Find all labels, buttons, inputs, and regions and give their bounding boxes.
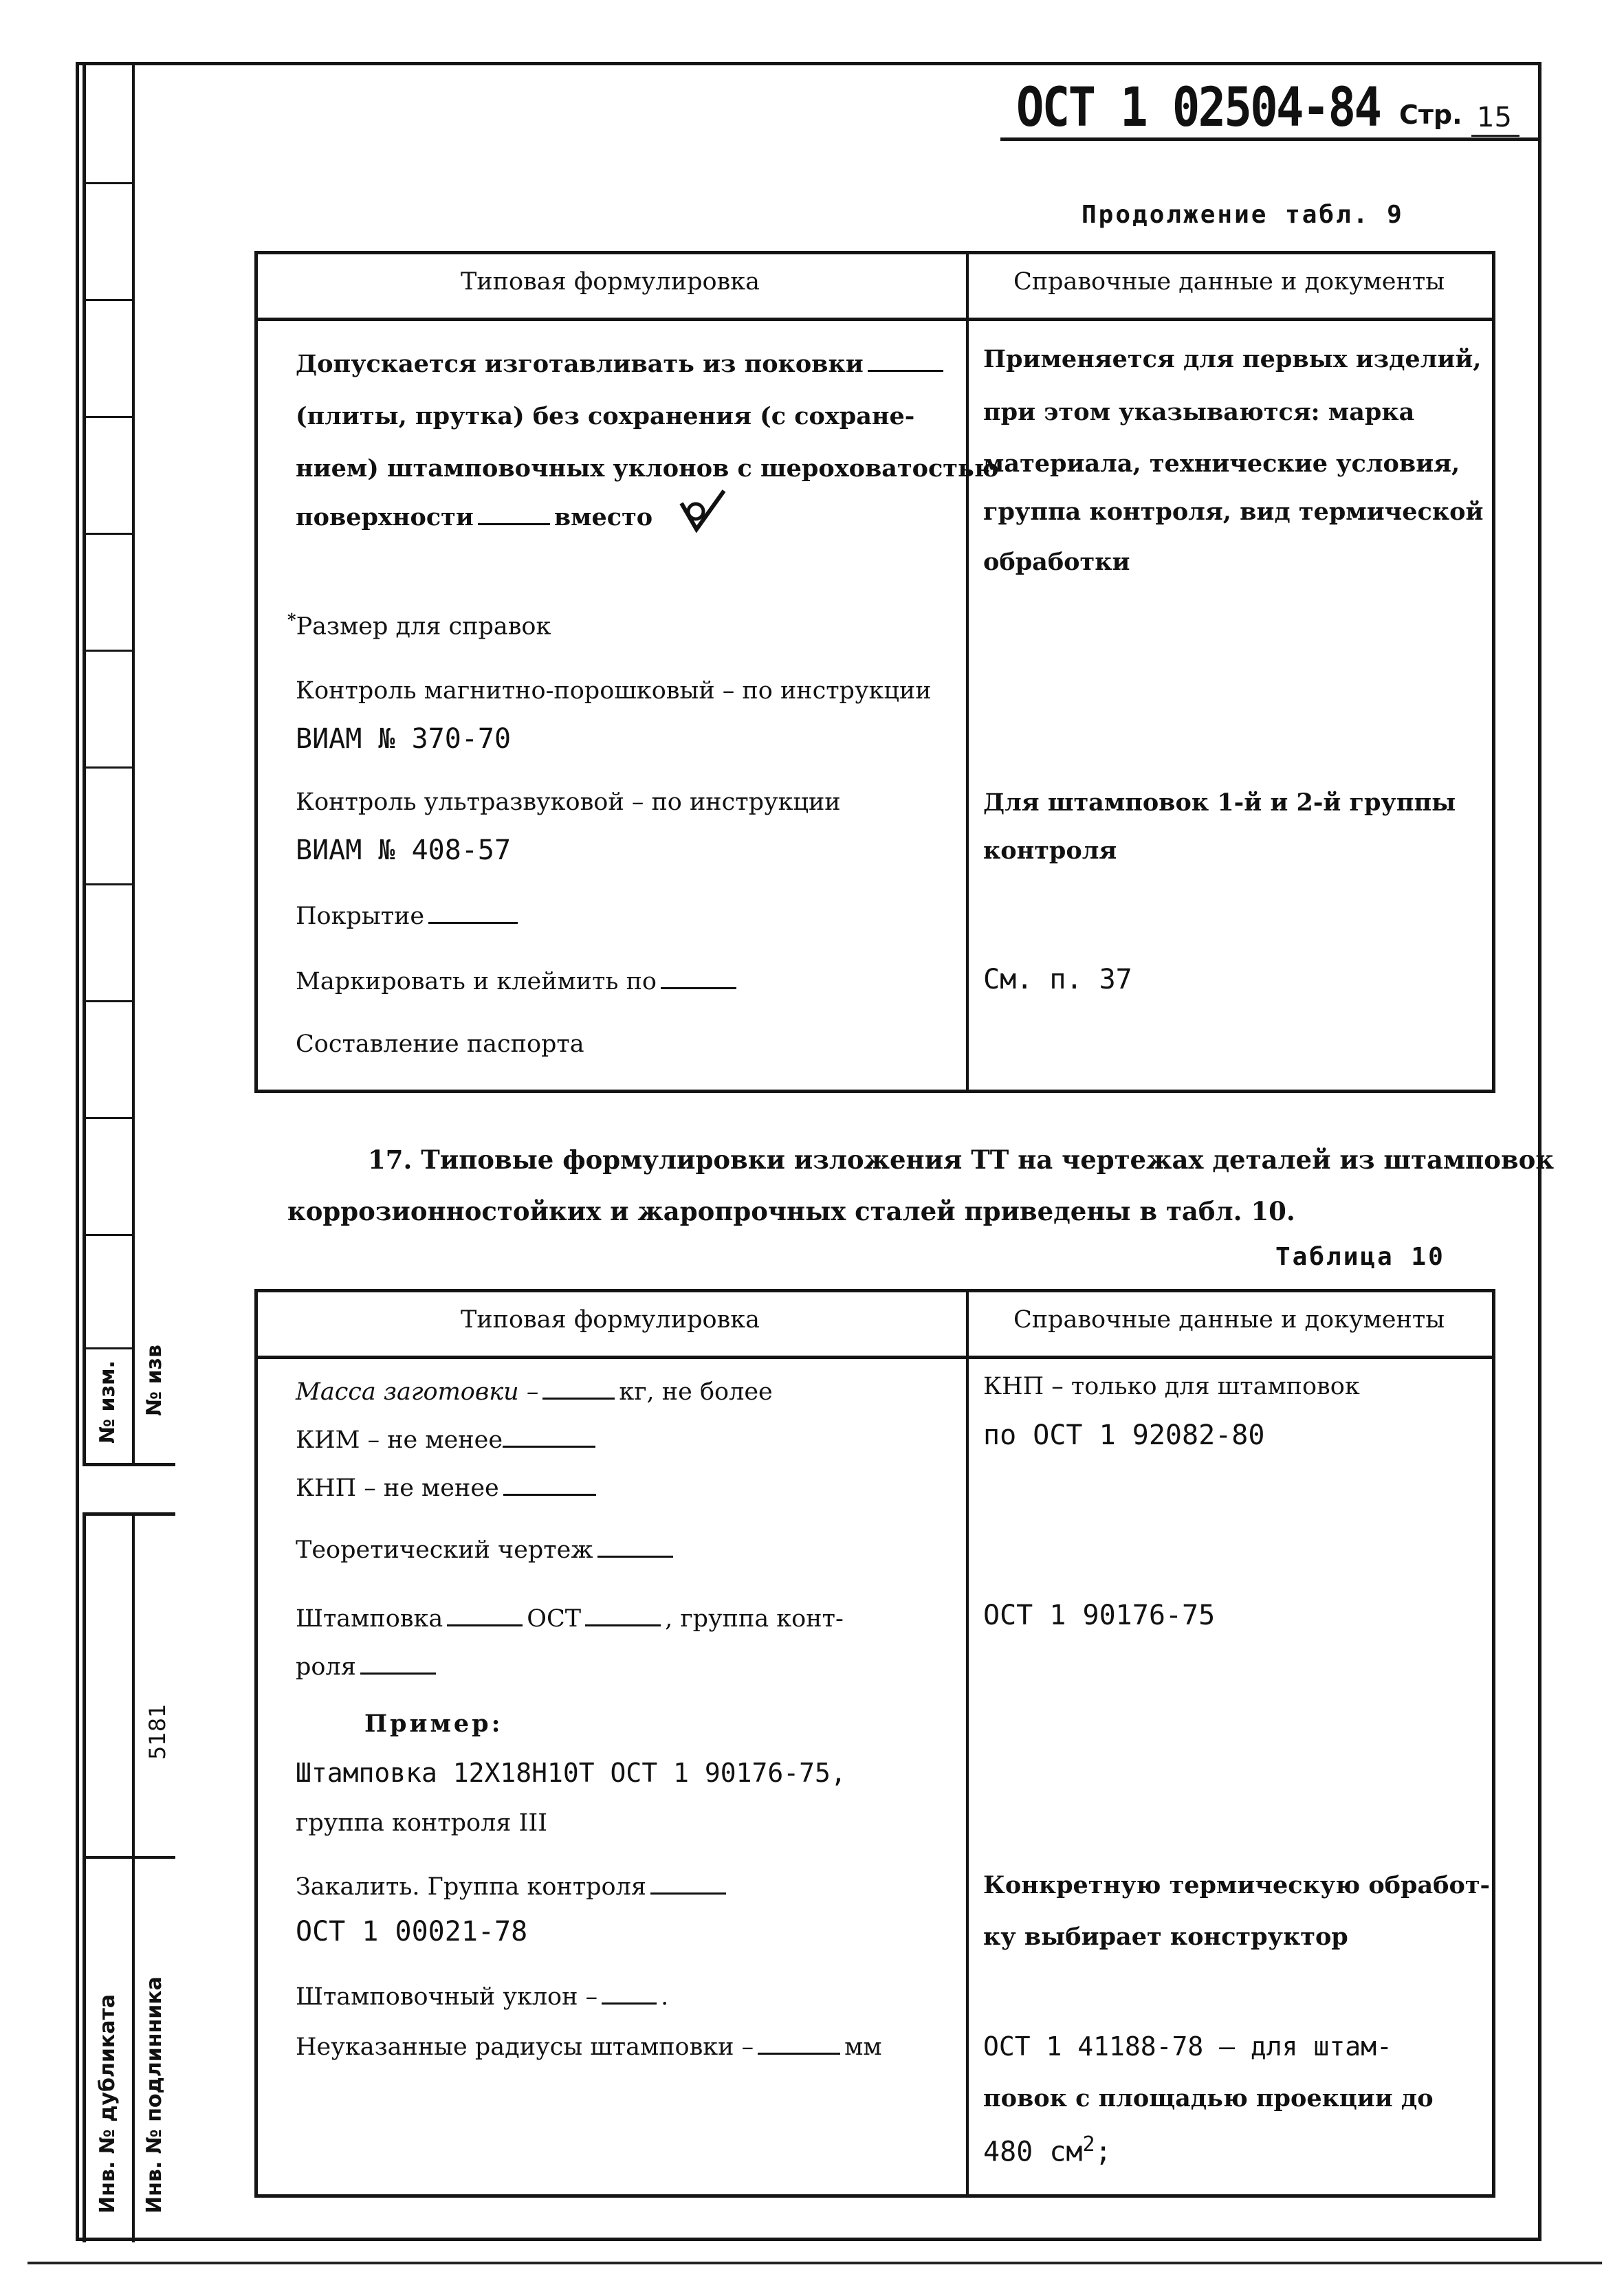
t9-passport: Составление паспорта xyxy=(296,1030,584,1058)
page-number: 15 xyxy=(1477,102,1512,133)
t9-marking: Маркировать и клеймить по xyxy=(296,968,740,994)
t9-ref-line3: материала, технические условия, xyxy=(983,450,1460,478)
t10-stamping-cont: роля xyxy=(296,1653,440,1679)
document-code: ОСТ 1 02504-84 xyxy=(1016,77,1381,139)
paragraph-17-line1: 17. Типовые формулировки изложения ТТ на чертежах деталей из штамповок xyxy=(368,1145,1555,1175)
t10-slope: Штамповочный уклон – . xyxy=(296,1983,669,2011)
t10-quench: Закалить. Группа контроля xyxy=(296,1873,730,1899)
t9-magnetic-viam: ВИАМ № 370-70 xyxy=(296,723,512,755)
t9-line3: нием) штамповочных уклонов с шероховатостью xyxy=(296,454,999,483)
strip-outer-line xyxy=(83,62,86,1464)
t10-mass: Масса заготовки – кг, не более xyxy=(296,1378,773,1406)
inventory-number: 5181 xyxy=(144,1703,171,1760)
table10-caption: Таблица 10 xyxy=(1275,1243,1445,1271)
t10-theory-drawing: Теоретический чертеж xyxy=(296,1536,677,1563)
t10-ref-knp: КНП – только для штамповок xyxy=(983,1373,1360,1400)
t9-ref-line2: при этом указываются: марка xyxy=(983,398,1415,426)
t9-ref-line7: контроля xyxy=(983,837,1117,865)
t10-kim: КИМ – не менее xyxy=(296,1426,600,1453)
t9-ultrasonic-control: Контроль ультразвуковой – по инструкции xyxy=(296,788,841,816)
t10-quench-ost: ОСТ 1 00021-78 xyxy=(296,1916,528,1947)
inv-podlinnika-label: Инв. № подлинника xyxy=(142,1976,166,2214)
t9-line1: Допускается изготавливать из поковки xyxy=(296,351,947,376)
table9-col2-header: Справочные данные и документы xyxy=(1013,268,1445,296)
t9-ultrasonic-viam: ВИАМ № 408-57 xyxy=(296,835,512,866)
t9-ref-line4: группа контроля, вид термической xyxy=(983,498,1484,526)
t9-line4: поверхности вместо xyxy=(296,503,653,531)
no-izm-label: № изм. xyxy=(96,1360,120,1444)
t10-example-line1: Штамповка 12Х18Н10Т ОСТ 1 90176-75, xyxy=(296,1758,846,1788)
no-izv-label: № изв xyxy=(142,1345,166,1416)
t9-ref-line1: Применяется для первых изделий, xyxy=(983,345,1482,373)
t9-line2: (плиты, прутка) без сохранения (с сохране- xyxy=(296,402,915,430)
page-label: Стр. xyxy=(1399,100,1462,130)
table9-caption: Продолжение табл. 9 xyxy=(1082,201,1404,229)
table10-col1-header: Типовая формулировка xyxy=(460,1306,760,1334)
table10-col2-header: Справочные данные и документы xyxy=(1013,1306,1445,1334)
roughness-symbol-icon xyxy=(677,488,729,536)
t9-coating: Покрытие xyxy=(296,903,522,929)
inv-dublikata-label: Инв. № дубликата xyxy=(96,1994,120,2214)
t9-footnote: *Размер для справок xyxy=(287,610,551,641)
t10-ref-heat-treatment-2: ку выбирает конструктор xyxy=(983,1923,1348,1951)
t10-ref-heat-treatment-1: Конкретную термическую обработ- xyxy=(983,1871,1491,1899)
t10-ref-ost-41188: ОСТ 1 41188-78 – для штам- xyxy=(983,2031,1392,2062)
t10-ref-ost-90176: ОСТ 1 90176-75 xyxy=(983,1600,1216,1631)
t10-example-line2: группа контроля III xyxy=(296,1809,548,1837)
header-rule xyxy=(1000,137,1538,141)
t10-example-label: Пример: xyxy=(364,1710,503,1738)
t10-knp: КНП – не менее xyxy=(296,1475,600,1501)
t10-ref-projection-area: повок с площадью проекции до xyxy=(983,2084,1434,2112)
t10-stamping: Штамповка ОСТ , группа конт- xyxy=(296,1605,844,1633)
paragraph-17-line2: коррозионностойких и жаропрочных сталей приведены в табл. 10. xyxy=(287,1196,1295,1226)
t10-radii: Неуказанные радиусы штамповки – мм xyxy=(296,2033,882,2061)
table9-col1-header: Типовая формулировка xyxy=(460,268,760,296)
strip-mid-line xyxy=(132,62,135,1464)
t9-ref-see-p37: См. п. 37 xyxy=(983,964,1132,995)
t10-ref-480-cm2: 480 $см^2$; xyxy=(983,2132,1112,2168)
t10-ref-ost-92082: по ОСТ 1 92082-80 xyxy=(983,1420,1265,1451)
t9-ref-line5: обработки xyxy=(983,548,1130,576)
t9-magnetic-control: Контроль магнитно-порошковый – по инструкции xyxy=(296,677,932,705)
t9-ref-line6: Для штамповок 1-й и 2-й группы xyxy=(983,788,1456,817)
bottom-rule xyxy=(28,2262,1602,2264)
